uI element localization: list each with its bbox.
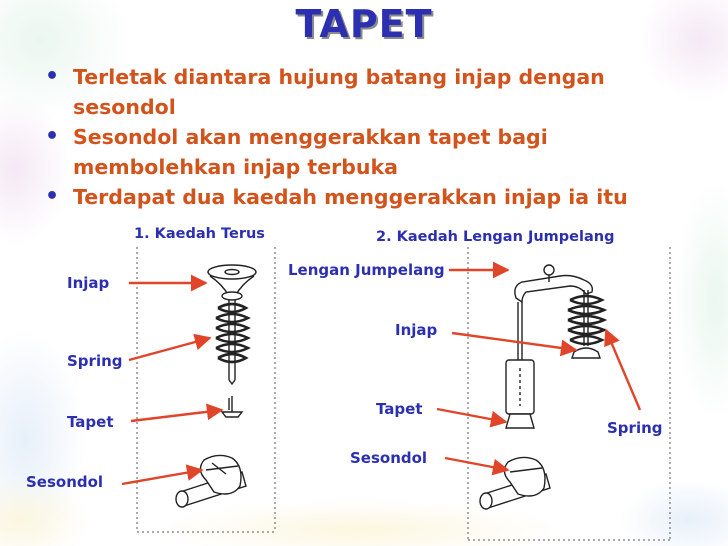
camshaft-drawing <box>480 457 550 509</box>
method-direct-heading: 1. Kaedah Terus <box>134 226 265 242</box>
bullet-item: • Sesondol akan menggerakkan tapet bagi membolehkan injap terbuka <box>40 122 690 182</box>
bullet-item: • Terletak diantara hujung batang injap dengan sesondol <box>40 62 690 122</box>
label-injap-left: Injap <box>67 274 110 292</box>
label-lengan-jumpelang: Lengan Jumpelang <box>288 261 445 279</box>
label-sesondol-right: Sesondol <box>350 449 428 467</box>
method-rocker-heading: 2. Kaedah Lengan Jumpelang <box>376 229 615 245</box>
valve-spring-drawing <box>208 265 256 384</box>
pushrod-tappet-drawing <box>506 302 534 428</box>
valve-spring-drawing <box>568 290 604 358</box>
label-sesondol-left: Sesondol <box>26 473 104 491</box>
camshaft-drawing <box>176 455 246 507</box>
label-tapet-right: Tapet <box>376 400 423 418</box>
label-tapet-left: Tapet <box>67 413 114 431</box>
bullet-item: • Terdapat dua kaedah menggerakkan injap ia itu <box>40 182 690 212</box>
label-spring-right: Spring <box>607 419 663 437</box>
label-injap-right: Injap <box>395 321 438 339</box>
label-spring-left: Spring <box>67 352 123 370</box>
tappet-drawing <box>222 396 242 417</box>
slide-title: TAPET <box>295 2 433 46</box>
